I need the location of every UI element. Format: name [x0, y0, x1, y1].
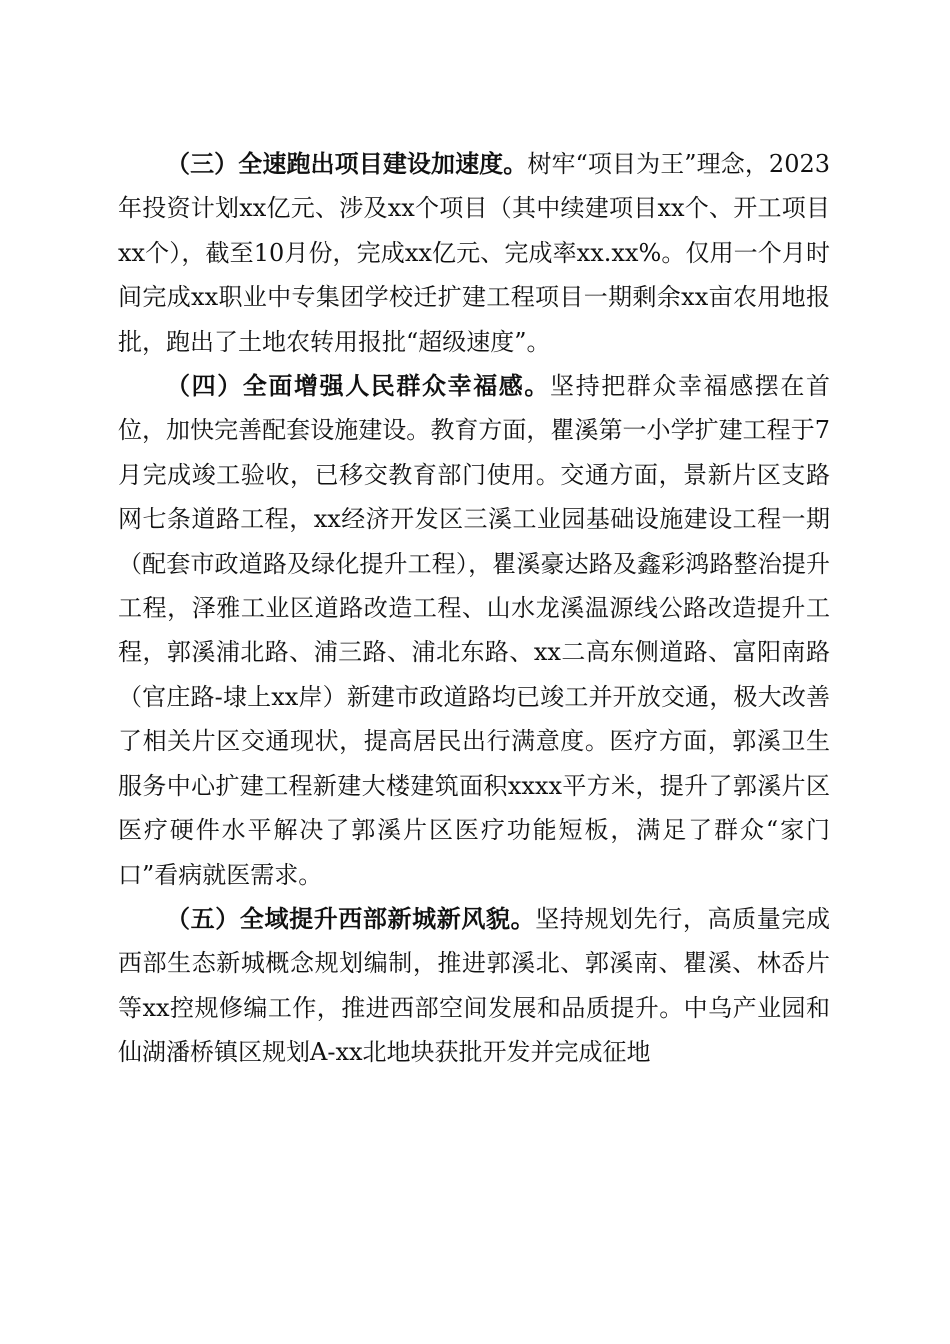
paragraph-public-wellbeing — [118, 364, 830, 897]
paragraph-heading: （四）全面增强人民群众幸福感。 — [166, 372, 550, 401]
paragraph-western-new-city — [118, 897, 830, 1075]
paragraph-text: 坚持把群众幸福感摆在首位，加快完善配套设施建设。教育方面，瞿溪第一小学扩建工程于7月完成竣工验收，已移交教育部门使用。交通方面，景新片区支路网七条道路工程，xx经济开发区三溪工业园基础设施建设工程一期（配套市政道路及绿化提升工程），瞿溪豪达路及鑫彩鸿路整治提升工程，泽雅工业区道路改造工程、山水龙溪温源线公路改造提升工程，郭溪浦北路、浦三路、浦北东路、xx二高东侧道路、富阳南路（官庄路-埭上xx岸）新建市政道路均已竣工并开放交通，极大改善了相关片区交通现状，提高居民出行满意度。医疗方面，郭溪卫生服务中心扩建工程新建大楼建筑面积xxxx平方米，提升了郭溪片区医疗硬件水平解决了郭溪片区医疗功能短板，满足了群众“家门口”看病就医需求。 — [118, 372, 830, 889]
paragraph-heading: （五）全域提升西部新城新风貌。 — [166, 904, 536, 933]
paragraph-text: 树牢“项目为王”理念，2023年投资计划xx亿元、涉及xx个项目（其中续建项目xx个、开工项目xx个），截至10月份，完成xx亿元、完成率xx.xx%。仅用一个月时间完成xx职业中专集团学校迁扩建工程项目一期剩余xx亩农用地报批，跑出了土地农转用报批“超级速度”。 — [118, 150, 830, 356]
paragraph-heading: （三）全速跑出项目建设加速度。 — [166, 150, 528, 178]
document-body — [118, 142, 830, 1075]
paragraph-project-construction — [118, 142, 830, 364]
paragraph-text: 坚持规划先行，高质量完成西部生态新城概念规划编制，推进郭溪北、郭溪南、瞿溪、林岙片等xx控规修编工作，推进西部空间发展和品质提升。中乌产业园和仙湖潘桥镇区规划A-xx北地块获批开发并完成征地 — [118, 904, 831, 1067]
